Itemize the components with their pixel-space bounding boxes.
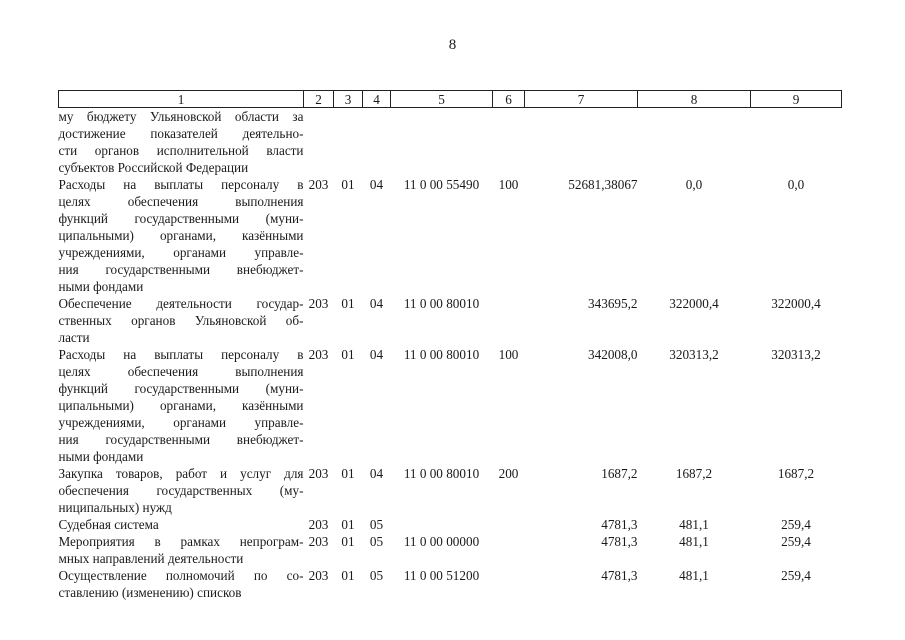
amount-col-9: 259,4 — [781, 517, 811, 532]
target-article-code: 11 0 00 80010 — [403, 347, 480, 362]
description-line: ния государственными внебюджет- — [58, 262, 304, 277]
amount-col-8: 0,0 — [685, 177, 703, 192]
description-line: субъектов Российской Федерации — [58, 160, 249, 175]
description-line: Мероприятия в рамках непрограм- — [58, 534, 304, 549]
column-header: 3 — [334, 91, 363, 108]
description-line: обеспечения государственных (му- — [58, 483, 304, 498]
amount-col-9: 259,4 — [781, 534, 811, 549]
description-line: целях обеспечения выполнения — [58, 364, 304, 379]
description-line: ния государственными внебюджет- — [58, 432, 304, 447]
description-line: ципальными) органами, казёнными — [58, 228, 304, 243]
description-line: функций государственными (муни- — [58, 211, 304, 226]
table-row — [59, 533, 842, 567]
column-header: 6 — [493, 91, 525, 108]
expense-type-code — [493, 567, 525, 601]
subsection-code: 04 — [369, 347, 384, 362]
section-code: 203 — [308, 517, 329, 532]
row-description — [59, 533, 304, 567]
target-article-code — [391, 516, 493, 533]
row-description — [59, 295, 304, 346]
row-description — [59, 176, 304, 295]
column-header: 5 — [391, 91, 493, 108]
amount-col-8: 322000,4 — [669, 296, 719, 311]
target-article-code: 11 0 00 00000 — [403, 534, 480, 549]
amount-col-7 — [525, 108, 638, 177]
row-description — [59, 108, 304, 177]
table-row — [59, 176, 842, 295]
column-header: 1 — [59, 91, 304, 108]
chapter-code: 01 — [341, 296, 355, 311]
chapter-code: 01 — [341, 177, 355, 192]
target-article-code: 11 0 00 80010 — [403, 466, 480, 481]
expense-type-code — [493, 108, 525, 177]
section-code — [304, 108, 334, 177]
subsection-code: 05 — [369, 517, 384, 532]
description-line: ными фондами — [58, 449, 144, 464]
expense-type-code — [493, 295, 525, 346]
section-code: 203 — [308, 347, 329, 362]
section-code: 203 — [308, 466, 329, 481]
amount-col-8 — [638, 108, 751, 177]
section-code: 203 — [308, 534, 329, 549]
expense-type-code — [493, 533, 525, 567]
amount-col-8: 481,1 — [679, 517, 709, 532]
table-row — [59, 567, 842, 601]
amount-col-9: 259,4 — [781, 568, 811, 583]
row-description — [59, 567, 304, 601]
column-header: 2 — [304, 91, 334, 108]
description-line: ниципальных) нужд — [58, 500, 172, 515]
description-line: целях обеспечения выполнения — [58, 194, 304, 209]
table-row — [59, 346, 842, 465]
amount-col-7: 343695,2 — [588, 296, 638, 311]
description-line: учреждениями, органами управле- — [58, 415, 304, 430]
page-number: 8 — [448, 37, 457, 53]
description-line: достижение показателей деятельно- — [58, 126, 304, 141]
amount-col-8: 481,1 — [679, 568, 709, 583]
amount-col-8: 320313,2 — [669, 347, 719, 362]
description-line: Обеспечение деятельности государ- — [58, 296, 304, 311]
amount-col-9: 0,0 — [787, 177, 805, 192]
description-line: ственных органов Ульяновской об- — [58, 313, 304, 328]
amount-col-7: 4781,3 — [601, 517, 638, 532]
row-description — [59, 516, 304, 533]
table-row — [59, 108, 842, 177]
row-description — [59, 465, 304, 516]
amount-col-9 — [751, 108, 842, 177]
description-line: функций государственными (муни- — [58, 381, 304, 396]
section-code: 203 — [308, 296, 329, 311]
amount-col-8: 481,1 — [679, 534, 709, 549]
description-line: учреждениями, органами управле- — [58, 245, 304, 260]
description-line: Закупка товаров, работ и услуг для — [58, 466, 304, 481]
description-line: мных направлений деятельности — [58, 551, 244, 566]
amount-col-9: 322000,4 — [771, 296, 821, 311]
description-line: ципальными) органами, казёнными — [58, 398, 304, 413]
amount-col-7: 342008,0 — [588, 347, 638, 362]
description-line: ными фондами — [58, 279, 144, 294]
section-code: 203 — [308, 177, 329, 192]
amount-col-7: 4781,3 — [601, 568, 638, 583]
subsection-code: 04 — [369, 466, 384, 481]
budget-table — [58, 90, 842, 601]
chapter-code — [334, 108, 363, 177]
column-header: 8 — [638, 91, 751, 108]
amount-col-9: 320313,2 — [771, 347, 821, 362]
description-line: сти органов исполнительной власти — [58, 143, 304, 158]
section-code: 203 — [308, 568, 329, 583]
target-article-code: 11 0 00 55490 — [403, 177, 480, 192]
description-line: Расходы на выплаты персоналу в — [58, 347, 304, 362]
amount-col-8: 1687,2 — [675, 466, 713, 481]
target-article-code — [391, 108, 493, 177]
subsection-code: 04 — [369, 296, 384, 311]
table-row — [59, 295, 842, 346]
column-header: 7 — [525, 91, 638, 108]
chapter-code: 01 — [341, 517, 355, 532]
column-header: 9 — [751, 91, 842, 108]
table-row — [59, 516, 842, 533]
description-line: ласти — [58, 330, 90, 345]
subsection-code: 05 — [369, 568, 384, 583]
expense-type-code — [493, 516, 525, 533]
subsection-code — [363, 108, 391, 177]
description-line: Осуществление полномочий по со- — [58, 568, 304, 583]
subsection-code: 05 — [369, 534, 384, 549]
amount-col-7: 52681,38067 — [568, 177, 638, 192]
expense-type-code: 200 — [498, 466, 519, 481]
subsection-code: 04 — [369, 177, 384, 192]
table-row — [59, 465, 842, 516]
description-line: ставлению (изменению) списков — [58, 585, 242, 600]
chapter-code: 01 — [341, 347, 355, 362]
amount-col-7: 1687,2 — [601, 466, 638, 481]
header-row — [59, 91, 842, 108]
chapter-code: 01 — [341, 534, 355, 549]
expense-type-code: 100 — [498, 347, 519, 362]
column-header: 4 — [363, 91, 391, 108]
amount-col-7: 4781,3 — [601, 534, 638, 549]
description-line: му бюджету Ульяновской области за — [58, 109, 304, 124]
chapter-code: 01 — [341, 568, 355, 583]
amount-col-9: 1687,2 — [777, 466, 815, 481]
target-article-code: 11 0 00 80010 — [403, 296, 480, 311]
chapter-code: 01 — [341, 466, 355, 481]
target-article-code: 11 0 00 51200 — [403, 568, 480, 583]
row-description — [59, 346, 304, 465]
description-line: Судебная система — [58, 517, 159, 532]
description-line: Расходы на выплаты персоналу в — [58, 177, 304, 192]
expense-type-code: 100 — [498, 177, 519, 192]
